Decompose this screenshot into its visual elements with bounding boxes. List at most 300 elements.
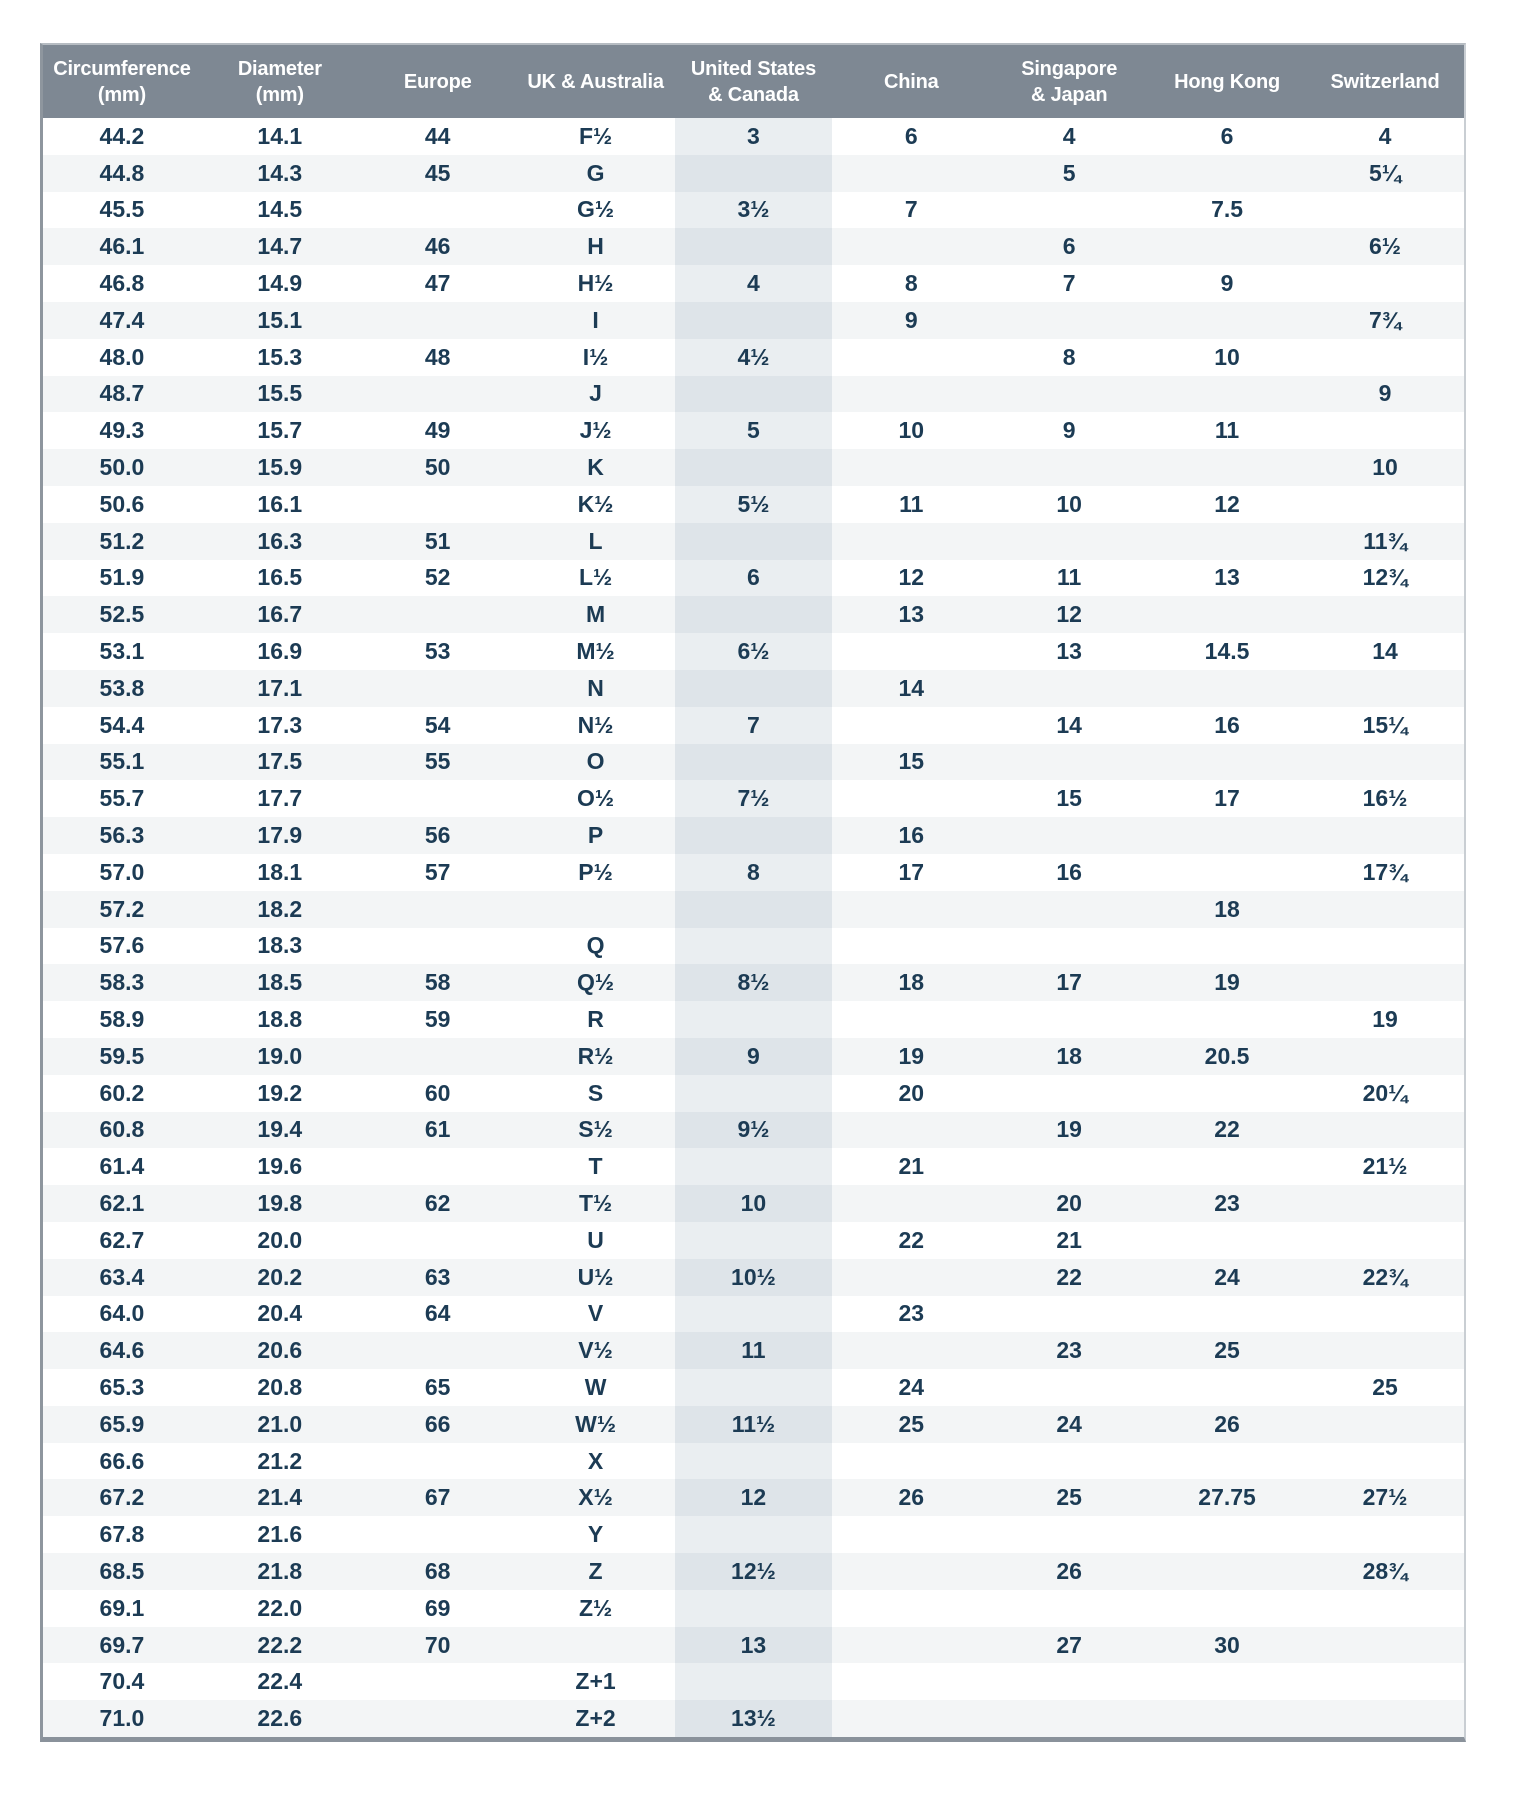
cell-china: 12 (898, 564, 925, 591)
ring-size-table-container (40, 43, 1466, 1742)
table-row (43, 1001, 1464, 1038)
cell-switzerland (1306, 964, 1464, 1001)
cell-us_canada (675, 1516, 833, 1553)
cell-circumference: 68.5 (99, 1557, 145, 1584)
cell-switzerland (1306, 817, 1464, 854)
cell-china (832, 633, 990, 670)
cell-hong_kong (1148, 928, 1306, 965)
cell-europe: 44 (424, 122, 451, 149)
cell-europe (359, 1038, 517, 1075)
cell-uk_australia: U (587, 1226, 604, 1253)
cell-china: 21 (898, 1153, 925, 1180)
table-row (43, 1627, 1464, 1664)
cell-hong_kong (1148, 1296, 1306, 1333)
cell-us_canada (675, 1590, 833, 1627)
cell-europe: 63 (424, 1263, 451, 1290)
cell-uk_australia: M½ (576, 638, 615, 665)
cell-switzerland: 20¼ (1362, 1079, 1408, 1106)
cell-us_canada (675, 523, 833, 560)
cell-diameter: 18.2 (257, 895, 303, 922)
cell-circumference: 69.7 (99, 1631, 145, 1658)
cell-uk_australia: W½ (575, 1410, 616, 1437)
cell-hong_kong (1148, 1553, 1306, 1590)
cell-us_canada: 9½ (675, 1112, 833, 1149)
cell-china (832, 1259, 990, 1296)
table-row (43, 1259, 1464, 1296)
cell-europe: 60 (424, 1079, 451, 1106)
cell-diameter: 20.8 (257, 1373, 303, 1400)
cell-diameter: 18.5 (257, 969, 303, 996)
table-row (43, 1700, 1464, 1737)
cell-switzerland (1306, 1296, 1464, 1333)
cell-europe (359, 670, 517, 707)
cell-circumference: 55.7 (99, 785, 145, 812)
table-body (43, 118, 1464, 1737)
cell-switzerland: 28¾ (1362, 1557, 1408, 1584)
cell-china: 26 (898, 1484, 925, 1511)
cell-uk_australia: K (587, 454, 604, 481)
table-row (43, 228, 1464, 265)
cell-diameter: 19.4 (257, 1116, 303, 1143)
cell-us_canada (675, 1075, 833, 1112)
cell-singapore_japan: 16 (1056, 858, 1082, 885)
cell-china (832, 1332, 990, 1369)
table-row (43, 744, 1464, 781)
cell-diameter: 17.3 (257, 711, 303, 738)
cell-us_canada: 12 (675, 1479, 833, 1516)
cell-switzerland (1306, 1406, 1464, 1443)
table-row (43, 964, 1464, 1001)
cell-uk_australia: J (589, 380, 602, 407)
cell-hong_kong (1148, 817, 1306, 854)
cell-hong_kong: 26 (1214, 1410, 1240, 1437)
cell-uk_australia: Z+2 (575, 1705, 616, 1732)
cell-china (832, 1516, 990, 1553)
cell-europe: 52 (424, 564, 451, 591)
cell-uk_australia: I½ (582, 343, 609, 370)
cell-europe: 59 (424, 1006, 451, 1033)
cell-hong_kong: 25 (1214, 1337, 1240, 1364)
cell-europe: 58 (424, 969, 451, 996)
cell-singapore_japan: 8 (1062, 343, 1076, 370)
cell-china (832, 449, 990, 486)
cell-europe: 48 (424, 343, 451, 370)
cell-uk_australia: Z (588, 1557, 603, 1584)
cell-circumference: 45.5 (99, 196, 145, 223)
cell-singapore_japan (990, 376, 1148, 413)
cell-europe: 50 (424, 454, 451, 481)
cell-switzerland (1306, 1700, 1464, 1737)
cell-uk_australia: P½ (578, 858, 613, 885)
cell-us_canada (675, 376, 833, 413)
cell-singapore_japan (990, 1369, 1148, 1406)
cell-hong_kong (1148, 1663, 1306, 1700)
cell-hong_kong (1148, 854, 1306, 891)
cell-singapore_japan: 11 (1057, 564, 1082, 591)
cell-circumference: 53.8 (99, 674, 145, 701)
cell-uk_australia: N½ (577, 711, 614, 738)
cell-uk_australia: P (587, 822, 604, 849)
table-row (43, 596, 1464, 633)
table-row (43, 1075, 1464, 1112)
cell-uk_australia (517, 1627, 675, 1664)
cell-china (832, 928, 990, 965)
cell-us_canada (675, 302, 833, 339)
table-row (43, 1590, 1464, 1627)
cell-uk_australia: T (588, 1153, 603, 1180)
cell-china: 16 (898, 822, 925, 849)
cell-diameter: 16.5 (257, 564, 303, 591)
table-row (43, 1185, 1464, 1222)
cell-circumference: 65.3 (99, 1373, 145, 1400)
cell-singapore_japan (990, 1296, 1148, 1333)
cell-switzerland: 6½ (1369, 233, 1401, 260)
cell-us_canada: 13½ (675, 1700, 833, 1737)
cell-us_canada: 7 (675, 707, 833, 744)
cell-singapore_japan (990, 1075, 1148, 1112)
cell-europe: 49 (424, 417, 451, 444)
cell-diameter: 17.5 (257, 748, 303, 775)
cell-us_canada: 8½ (675, 964, 833, 1001)
cell-singapore_japan (990, 744, 1148, 781)
cell-singapore_japan (990, 1663, 1148, 1700)
cell-hong_kong (1148, 1222, 1306, 1259)
cell-us_canada: 3½ (675, 192, 833, 229)
cell-china: 8 (904, 270, 918, 297)
table-row (43, 1369, 1464, 1406)
table-row (43, 707, 1464, 744)
cell-us_canada: 12½ (675, 1553, 833, 1590)
column-header-hong_kong: Hong Kong (1148, 45, 1306, 118)
table-row (43, 1222, 1464, 1259)
cell-us_canada: 5 (675, 412, 833, 449)
cell-europe (359, 596, 517, 633)
cell-circumference: 54.4 (99, 711, 145, 738)
cell-switzerland (1306, 412, 1464, 449)
cell-circumference: 44.8 (99, 159, 145, 186)
cell-europe: 68 (424, 1557, 451, 1584)
cell-china: 17 (898, 858, 925, 885)
table-row (43, 670, 1464, 707)
cell-us_canada: 6½ (675, 633, 833, 670)
cell-europe: 69 (424, 1594, 451, 1621)
cell-uk_australia: Z½ (578, 1594, 613, 1621)
ring-size-conversion-table (40, 43, 1466, 1742)
cell-singapore_japan (990, 1001, 1148, 1038)
cell-europe: 61 (424, 1116, 451, 1143)
table-row (43, 192, 1464, 229)
cell-us_canada (675, 1148, 833, 1185)
cell-diameter: 22.6 (257, 1705, 303, 1732)
cell-china (832, 1001, 990, 1038)
cell-hong_kong (1148, 596, 1306, 633)
cell-europe: 70 (424, 1631, 451, 1658)
cell-switzerland (1306, 192, 1464, 229)
cell-china: 10 (898, 417, 925, 444)
cell-diameter: 15.9 (257, 454, 303, 481)
cell-us_canada (675, 596, 833, 633)
cell-hong_kong (1148, 449, 1306, 486)
table-row (43, 155, 1464, 192)
cell-uk_australia: O (586, 748, 605, 775)
cell-singapore_japan: 24 (1056, 1410, 1082, 1437)
cell-uk_australia: G (586, 159, 605, 186)
cell-singapore_japan (990, 192, 1148, 229)
cell-diameter: 21.8 (257, 1557, 303, 1584)
cell-diameter: 20.4 (257, 1300, 303, 1327)
cell-circumference: 60.2 (99, 1079, 145, 1106)
column-header-singapore_japan: Singapore & Japan (990, 45, 1148, 118)
cell-singapore_japan: 10 (1056, 490, 1082, 517)
cell-circumference: 50.6 (99, 490, 145, 517)
cell-us_canada: 10½ (675, 1259, 833, 1296)
table-row (43, 1516, 1464, 1553)
cell-circumference: 61.4 (99, 1153, 145, 1180)
cell-circumference: 62.1 (99, 1190, 145, 1216)
cell-hong_kong (1148, 1075, 1306, 1112)
cell-hong_kong: 22 (1214, 1116, 1240, 1143)
table-row (43, 1663, 1464, 1700)
cell-switzerland: 15¼ (1362, 711, 1408, 738)
cell-europe (359, 1148, 517, 1185)
cell-singapore_japan (990, 302, 1148, 339)
cell-singapore_japan (990, 1516, 1148, 1553)
cell-europe: 67 (424, 1484, 451, 1511)
table-row (43, 302, 1464, 339)
cell-us_canada (675, 817, 833, 854)
cell-us_canada (675, 1296, 833, 1333)
cell-singapore_japan (990, 1443, 1148, 1480)
cell-hong_kong: 13 (1214, 564, 1240, 591)
cell-hong_kong (1148, 155, 1306, 192)
cell-diameter: 14.7 (257, 233, 303, 260)
cell-uk_australia: Q½ (577, 969, 615, 996)
cell-diameter: 18.8 (257, 1006, 303, 1033)
cell-diameter: 18.3 (257, 932, 303, 959)
cell-china (832, 1443, 990, 1480)
cell-hong_kong: 19 (1214, 969, 1240, 996)
cell-diameter: 19.6 (257, 1153, 303, 1180)
cell-hong_kong: 6 (1220, 122, 1234, 149)
cell-singapore_japan: 17 (1056, 969, 1082, 996)
cell-europe: 66 (424, 1410, 451, 1437)
cell-hong_kong (1148, 376, 1306, 413)
cell-switzerland: 19 (1372, 1006, 1398, 1033)
cell-hong_kong: 10 (1214, 343, 1240, 370)
cell-china (832, 1627, 990, 1664)
cell-singapore_japan (990, 817, 1148, 854)
cell-us_canada: 6 (675, 560, 833, 597)
cell-uk_australia: H½ (577, 270, 614, 297)
cell-circumference: 71.0 (99, 1705, 145, 1732)
cell-us_canada (675, 228, 833, 265)
cell-hong_kong (1148, 744, 1306, 781)
cell-uk_australia: H (587, 233, 604, 260)
column-header-circumference: Circumference (mm) (43, 45, 201, 118)
cell-us_canada: 9 (675, 1038, 833, 1075)
cell-hong_kong (1148, 228, 1306, 265)
cell-circumference: 51.9 (99, 564, 145, 591)
cell-switzerland (1306, 744, 1464, 781)
cell-uk_australia: K½ (577, 490, 614, 517)
table-row (43, 1112, 1464, 1149)
cell-diameter: 20.2 (257, 1263, 303, 1290)
cell-circumference: 69.1 (99, 1594, 145, 1621)
cell-circumference: 57.2 (99, 895, 145, 922)
cell-circumference: 62.7 (99, 1226, 145, 1253)
column-header-diameter: Diameter (mm) (201, 45, 359, 118)
cell-circumference: 46.1 (99, 233, 145, 260)
table-row (43, 928, 1464, 965)
table-row (43, 1406, 1464, 1443)
cell-hong_kong: 30 (1214, 1631, 1240, 1658)
cell-uk_australia: J½ (579, 417, 612, 444)
cell-us_canada: 5½ (675, 486, 833, 523)
table-row (43, 817, 1464, 854)
cell-switzerland (1306, 265, 1464, 302)
cell-hong_kong: 20.5 (1204, 1042, 1250, 1069)
cell-circumference: 44.2 (99, 122, 145, 149)
table-row (43, 1332, 1464, 1369)
cell-uk_australia: S (587, 1079, 604, 1106)
cell-diameter: 22.2 (257, 1631, 303, 1658)
cell-singapore_japan (990, 891, 1148, 928)
cell-circumference: 55.1 (99, 748, 145, 775)
cell-uk_australia: U½ (577, 1263, 614, 1290)
cell-europe (359, 1332, 517, 1369)
cell-europe: 55 (424, 748, 451, 775)
cell-circumference: 58.3 (99, 969, 145, 996)
cell-singapore_japan (990, 449, 1148, 486)
cell-europe (359, 1222, 517, 1259)
table-row (43, 1148, 1464, 1185)
cell-circumference: 70.4 (99, 1668, 145, 1695)
cell-europe (359, 928, 517, 965)
cell-us_canada: 3 (675, 118, 833, 155)
table-row (43, 854, 1464, 891)
cell-diameter: 21.4 (257, 1484, 303, 1511)
cell-circumference: 53.1 (99, 638, 145, 665)
cell-uk_australia: I (592, 306, 599, 333)
cell-switzerland: 4 (1378, 122, 1392, 149)
cell-diameter: 14.1 (257, 122, 303, 149)
cell-diameter: 21.6 (257, 1521, 303, 1548)
cell-uk_australia: V½ (578, 1337, 613, 1364)
cell-hong_kong (1148, 1590, 1306, 1627)
cell-china: 15 (898, 748, 925, 775)
table-row (43, 1296, 1464, 1333)
cell-singapore_japan (990, 928, 1148, 965)
table-row (43, 265, 1464, 302)
cell-us_canada: 11 (675, 1332, 833, 1369)
cell-switzerland (1306, 1222, 1464, 1259)
cell-switzerland (1306, 1663, 1464, 1700)
cell-china (832, 891, 990, 928)
cell-switzerland: 21½ (1362, 1153, 1408, 1180)
cell-singapore_japan (990, 1148, 1148, 1185)
cell-diameter: 17.1 (257, 674, 303, 701)
table-row (43, 376, 1464, 413)
cell-europe: 51 (424, 527, 451, 554)
cell-hong_kong: 7.5 (1211, 196, 1244, 223)
cell-uk_australia (517, 891, 675, 928)
cell-singapore_japan: 7 (1062, 270, 1076, 297)
cell-singapore_japan: 20 (1056, 1190, 1082, 1216)
table-row (43, 339, 1464, 376)
cell-europe: 47 (424, 270, 451, 297)
cell-singapore_japan: 6 (1062, 233, 1076, 260)
cell-china: 23 (898, 1300, 925, 1327)
table-header-row (43, 45, 1464, 118)
cell-circumference: 58.9 (99, 1006, 145, 1033)
cell-uk_australia: R (587, 1006, 604, 1033)
cell-hong_kong (1148, 302, 1306, 339)
cell-singapore_japan: 9 (1062, 417, 1076, 444)
cell-us_canada (675, 928, 833, 965)
cell-hong_kong (1148, 523, 1306, 560)
cell-uk_australia: M (585, 601, 606, 628)
cell-circumference: 49.3 (99, 417, 145, 444)
cell-switzerland: 17¾ (1362, 858, 1408, 885)
cell-us_canada: 10 (675, 1185, 833, 1222)
cell-diameter: 20.6 (257, 1337, 303, 1364)
cell-switzerland: 10 (1372, 454, 1398, 481)
cell-hong_kong: 27.75 (1198, 1484, 1256, 1511)
cell-china (832, 707, 990, 744)
column-header-uk_australia: UK & Australia (517, 45, 675, 118)
cell-switzerland (1306, 891, 1464, 928)
cell-china (832, 523, 990, 560)
cell-singapore_japan (990, 1590, 1148, 1627)
cell-us_canada (675, 891, 833, 928)
cell-circumference: 59.5 (99, 1042, 145, 1069)
cell-uk_australia: X (587, 1447, 604, 1474)
cell-switzerland: 25 (1372, 1373, 1398, 1400)
cell-europe: 53 (424, 638, 451, 665)
table-row (43, 523, 1464, 560)
cell-singapore_japan: 19 (1056, 1116, 1082, 1143)
cell-us_canada: 4 (675, 265, 833, 302)
cell-diameter: 19.2 (257, 1079, 303, 1106)
cell-china: 13 (898, 601, 925, 628)
cell-switzerland (1306, 596, 1464, 633)
cell-hong_kong (1148, 1700, 1306, 1737)
cell-circumference: 47.4 (99, 306, 145, 333)
cell-circumference: 67.2 (99, 1484, 145, 1511)
cell-europe: 54 (424, 711, 451, 738)
cell-switzerland (1306, 1038, 1464, 1075)
cell-diameter: 22.0 (257, 1594, 303, 1621)
cell-europe (359, 376, 517, 413)
cell-diameter: 19.0 (257, 1042, 303, 1069)
cell-diameter: 15.5 (257, 380, 303, 407)
cell-china: 7 (904, 196, 918, 223)
cell-switzerland (1306, 1516, 1464, 1553)
cell-circumference: 60.8 (99, 1116, 145, 1143)
cell-switzerland: 22¾ (1362, 1263, 1408, 1290)
cell-us_canada: 11½ (675, 1406, 833, 1443)
cell-switzerland: 27½ (1362, 1484, 1408, 1511)
cell-china: 22 (898, 1226, 925, 1253)
cell-switzerland (1306, 670, 1464, 707)
cell-uk_australia: Z+1 (575, 1668, 616, 1695)
cell-europe: 45 (424, 159, 451, 186)
column-header-us_canada: United States & Canada (675, 45, 833, 118)
cell-switzerland (1306, 1112, 1464, 1149)
cell-switzerland: 14 (1372, 638, 1398, 665)
cell-us_canada (675, 1222, 833, 1259)
table-row (43, 1553, 1464, 1590)
